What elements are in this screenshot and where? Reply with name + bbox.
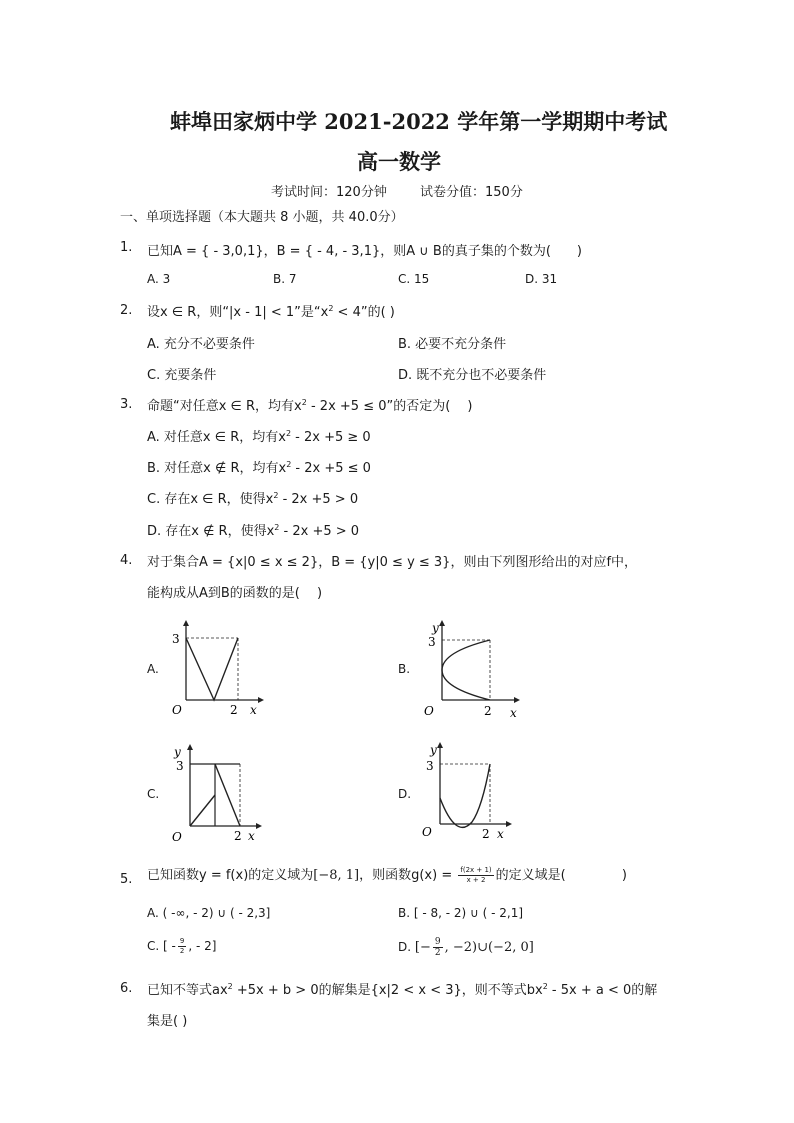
option-text: C. 存在x ∈ R，使得x [147, 492, 274, 507]
option-c [147, 488, 358, 507]
exam-time: 考试时间：120分钟 [271, 185, 387, 200]
superscript: 2 [274, 523, 280, 532]
question-stem: 已知A = { - 3,0,1}，B = { - 4, - 3,1}，则A ∪ B的真子集的个数为( ) [147, 244, 582, 259]
question-number: 5. [120, 872, 133, 887]
exam-subject: 高一数学 [357, 149, 441, 174]
option-text: - 2x +5 > 0 [279, 524, 360, 539]
origin-label: O [172, 830, 182, 844]
x-tick: 2 [234, 829, 242, 843]
x-axis-label: x [497, 827, 504, 841]
fraction-numerator: 9 [179, 937, 185, 945]
stem-text: - 5x + a < 0的解 [547, 983, 658, 998]
question-number: 3. [120, 397, 133, 412]
question-stem [147, 395, 473, 414]
domain-interval: [−8, 1] [313, 868, 360, 883]
superscript: 2 [286, 460, 292, 469]
superscript: 2 [227, 982, 233, 991]
fraction-nine-halves [433, 937, 443, 958]
option-text: - 2x +5 ≤ 0 [291, 461, 371, 476]
superscript: 2 [285, 429, 292, 438]
option-d: D. 31 [525, 272, 558, 286]
origin-label: O [422, 825, 432, 839]
stem-text: 设x ∈ R，则“|x - 1| < 1”是“x [147, 305, 329, 320]
option-d [398, 937, 534, 958]
option-text: B. 对任意x ∉ R，均有x [147, 461, 287, 476]
graph-label-a: A. [147, 662, 159, 676]
option-text: , - 2] [188, 939, 217, 953]
y-axis-label: y [432, 621, 439, 635]
option-d: D. 既不充分也不必要条件 [398, 368, 547, 383]
option-math [414, 937, 534, 958]
fraction-denominator: 2 [434, 948, 441, 958]
graph-d [420, 740, 520, 844]
option-a: A. ( -∞, - 2) ∪ ( - 2,3] [147, 906, 271, 920]
x-axis-label: x [248, 829, 255, 843]
option-d [147, 520, 359, 539]
y-tick: 3 [176, 759, 184, 773]
origin-label: O [172, 703, 182, 717]
superscript: 2 [328, 304, 334, 313]
question-number: 1. [120, 240, 133, 255]
exam-score: 试卷分值：150分 [420, 185, 523, 200]
x-axis-label: x [250, 703, 257, 717]
question-stem [147, 979, 657, 998]
option-text: - 2x +5 ≥ 0 [291, 430, 371, 445]
option-b: B. 必要不充分条件 [398, 337, 507, 352]
stem-text: - 2x +5 ≤ 0”的否定为( ) [306, 399, 473, 414]
stem-text: 的定义域是( ) [495, 868, 627, 883]
stem-text: 命题“对任意x ∈ R，均有x [147, 399, 302, 414]
function-fraction [458, 866, 493, 885]
graph-label-c: C. [147, 787, 160, 801]
y-tick: 3 [426, 759, 434, 773]
y-axis-label: y [430, 743, 437, 757]
option-text: C. [ - [147, 939, 176, 953]
option-c: C. 充要条件 [147, 368, 217, 383]
question-stem-cont: 能构成从A到B的函数的是( ) [147, 586, 323, 601]
option-b: B. [ - 8, - 2) ∪ ( - 2,1] [398, 906, 524, 920]
superscript: 2 [273, 491, 279, 500]
y-tick: 3 [172, 632, 180, 646]
y-tick: 3 [428, 635, 436, 649]
question-stem-cont: 集是( ) [147, 1014, 188, 1029]
graph-label-b: B. [398, 662, 411, 676]
superscript: 2 [542, 982, 548, 991]
fraction-denominator: 2 [179, 947, 185, 955]
option-b: B. 7 [273, 272, 297, 286]
option-a [147, 426, 371, 445]
x-tick: 2 [484, 704, 492, 718]
x-tick: 2 [482, 827, 490, 841]
superscript: 2 [301, 398, 307, 407]
option-a: A. 3 [147, 272, 171, 286]
stem-text: < 4”的( ) [333, 305, 395, 320]
graph-c [168, 742, 268, 846]
question-number: 2. [120, 303, 133, 318]
question-stem [147, 865, 627, 887]
exam-title: 蚌埠田家炳中学 2021-2022 学年第一学期期中考试 [170, 109, 668, 134]
stem-text: 已知函数y = f(x)的定义域为 [147, 868, 314, 883]
option-b [147, 457, 371, 476]
graph-a [168, 618, 268, 718]
fraction-denominator: x + 2 [466, 876, 486, 884]
question-number: 6. [120, 981, 133, 996]
math-text: [− [414, 940, 431, 955]
x-axis-label: x [510, 706, 517, 720]
fraction-nine-halves [178, 937, 186, 956]
fraction-numerator: 9 [434, 937, 441, 947]
graph-label-d: D. [398, 787, 412, 801]
stem-text: +5x + b > 0的解集是{x|2 < x < 3}，则不等式bx [232, 983, 543, 998]
x-tick: 2 [230, 703, 238, 717]
question-number: 4. [120, 553, 133, 568]
y-axis-label: y [174, 745, 181, 759]
fraction-numerator: f(2x + 1) [460, 866, 492, 874]
stem-text: 已知不等式ax [147, 983, 228, 998]
math-text: , −2)∪(−2, 0] [444, 940, 534, 955]
section-heading: 一、单项选择题（本大题共 8 小题，共 40.0分） [120, 210, 404, 225]
option-text: A. 对任意x ∈ R，均有x [147, 430, 286, 445]
option-text: D. 存在x ∉ R，使得x [147, 524, 275, 539]
option-text: - 2x +5 > 0 [278, 492, 359, 507]
option-text: D. [398, 940, 412, 954]
graph-b [420, 618, 530, 722]
option-a: A. 充分不必要条件 [147, 337, 255, 352]
origin-label: O [424, 704, 434, 718]
stem-text: ，则函数g(x) = [359, 868, 453, 883]
option-c: C. 15 [398, 272, 430, 286]
question-stem [147, 301, 395, 320]
option-c [147, 937, 216, 956]
question-stem: 对于集合A = {x|0 ≤ x ≤ 2}，B = {y|0 ≤ y ≤ 3}，则由下列图形给出的对应f中， [147, 555, 638, 570]
